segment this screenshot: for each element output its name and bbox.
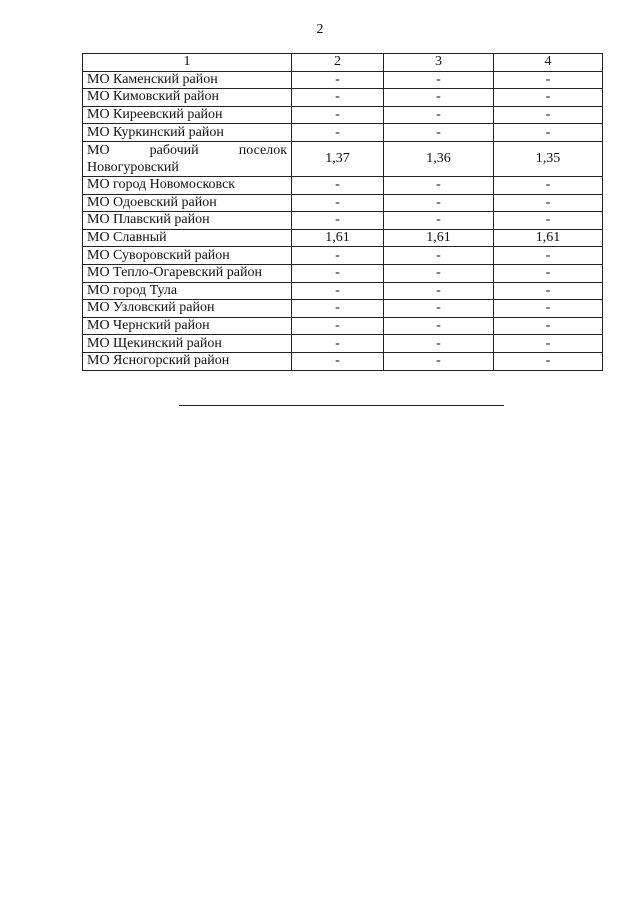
row-value-col4: -: [494, 194, 603, 212]
table-row: [83, 300, 603, 318]
row-value-col2: -: [292, 212, 384, 230]
row-name: МО Каменский район: [83, 71, 292, 89]
row-value-col4: -: [494, 71, 603, 89]
table-row: [83, 335, 603, 353]
row-value-col2: -: [292, 247, 384, 265]
row-value-col3: -: [384, 71, 494, 89]
row-value-col4: -: [494, 264, 603, 282]
row-value-col2: -: [292, 124, 384, 142]
row-value-col3: -: [384, 317, 494, 335]
table-row: [83, 352, 603, 370]
row-value-col2: 1,61: [292, 229, 384, 247]
data-table: [82, 53, 603, 371]
table-row: [83, 264, 603, 282]
table-body: [83, 71, 603, 370]
row-name: МО Киреевский район: [83, 106, 292, 124]
header-col-4: 4: [494, 54, 603, 72]
row-name: МО Щекинский район: [83, 335, 292, 353]
header-row: [83, 54, 603, 72]
row-name: МО Тепло-Огаревский район: [83, 264, 292, 282]
row-name: МО рабочий поселок Новогуровский: [83, 141, 292, 176]
page-number: 2: [316, 22, 324, 37]
row-value-col3: -: [384, 194, 494, 212]
table-row: [83, 124, 603, 142]
row-value-col2: -: [292, 282, 384, 300]
row-value-col4: -: [494, 335, 603, 353]
row-name: МО Одоевский район: [83, 194, 292, 212]
row-value-col2: -: [292, 264, 384, 282]
row-value-col3: -: [384, 176, 494, 194]
row-value-col4: -: [494, 247, 603, 265]
row-value-col3: -: [384, 335, 494, 353]
row-value-col2: -: [292, 317, 384, 335]
row-value-col4: -: [494, 317, 603, 335]
table-row: [83, 194, 603, 212]
row-value-col3: -: [384, 106, 494, 124]
row-value-col2: -: [292, 106, 384, 124]
row-name: МО Плавский район: [83, 212, 292, 230]
row-value-col2: -: [292, 352, 384, 370]
row-name: МО Узловский район: [83, 300, 292, 318]
table-row: [83, 176, 603, 194]
row-name: МО город Новомосковск: [83, 176, 292, 194]
row-value-col3: -: [384, 352, 494, 370]
row-value-col2: -: [292, 89, 384, 107]
row-value-col3: 1,36: [384, 141, 494, 176]
row-value-col2: -: [292, 71, 384, 89]
row-value-col4: -: [494, 352, 603, 370]
row-value-col3: 1,61: [384, 229, 494, 247]
row-name: МО Суворовский район: [83, 247, 292, 265]
row-value-col3: -: [384, 282, 494, 300]
row-value-col4: 1,61: [494, 229, 603, 247]
header-col-3: 3: [384, 54, 494, 72]
header-col-1: 1: [83, 54, 292, 72]
table-row: [83, 282, 603, 300]
table-row: [83, 141, 603, 176]
end-rule-divider: [179, 405, 504, 406]
row-value-col4: -: [494, 89, 603, 107]
row-value-col4: -: [494, 282, 603, 300]
row-value-col3: -: [384, 89, 494, 107]
row-value-col3: -: [384, 212, 494, 230]
row-value-col4: -: [494, 212, 603, 230]
row-value-col2: -: [292, 300, 384, 318]
table-header: [83, 54, 603, 72]
table-row: [83, 106, 603, 124]
row-value-col2: -: [292, 335, 384, 353]
table-row: [83, 212, 603, 230]
row-value-col2: -: [292, 176, 384, 194]
table-row: [83, 89, 603, 107]
row-value-col2: -: [292, 194, 384, 212]
row-value-col4: -: [494, 124, 603, 142]
row-value-col3: -: [384, 264, 494, 282]
table-row: [83, 71, 603, 89]
row-value-col3: -: [384, 124, 494, 142]
row-value-col4: -: [494, 300, 603, 318]
table-row: [83, 247, 603, 265]
row-value-col3: -: [384, 247, 494, 265]
row-value-col4: 1,35: [494, 141, 603, 176]
row-name: МО Кимовский район: [83, 89, 292, 107]
table-row: [83, 317, 603, 335]
row-value-col3: -: [384, 300, 494, 318]
row-name: МО Куркинский район: [83, 124, 292, 142]
table-row: [83, 229, 603, 247]
row-name: МО Чернский район: [83, 317, 292, 335]
row-value-col4: -: [494, 106, 603, 124]
row-value-col2: 1,37: [292, 141, 384, 176]
header-col-2: 2: [292, 54, 384, 72]
row-value-col4: -: [494, 176, 603, 194]
row-name: МО Ясногорский район: [83, 352, 292, 370]
row-name: МО город Тула: [83, 282, 292, 300]
row-name: МО Славный: [83, 229, 292, 247]
